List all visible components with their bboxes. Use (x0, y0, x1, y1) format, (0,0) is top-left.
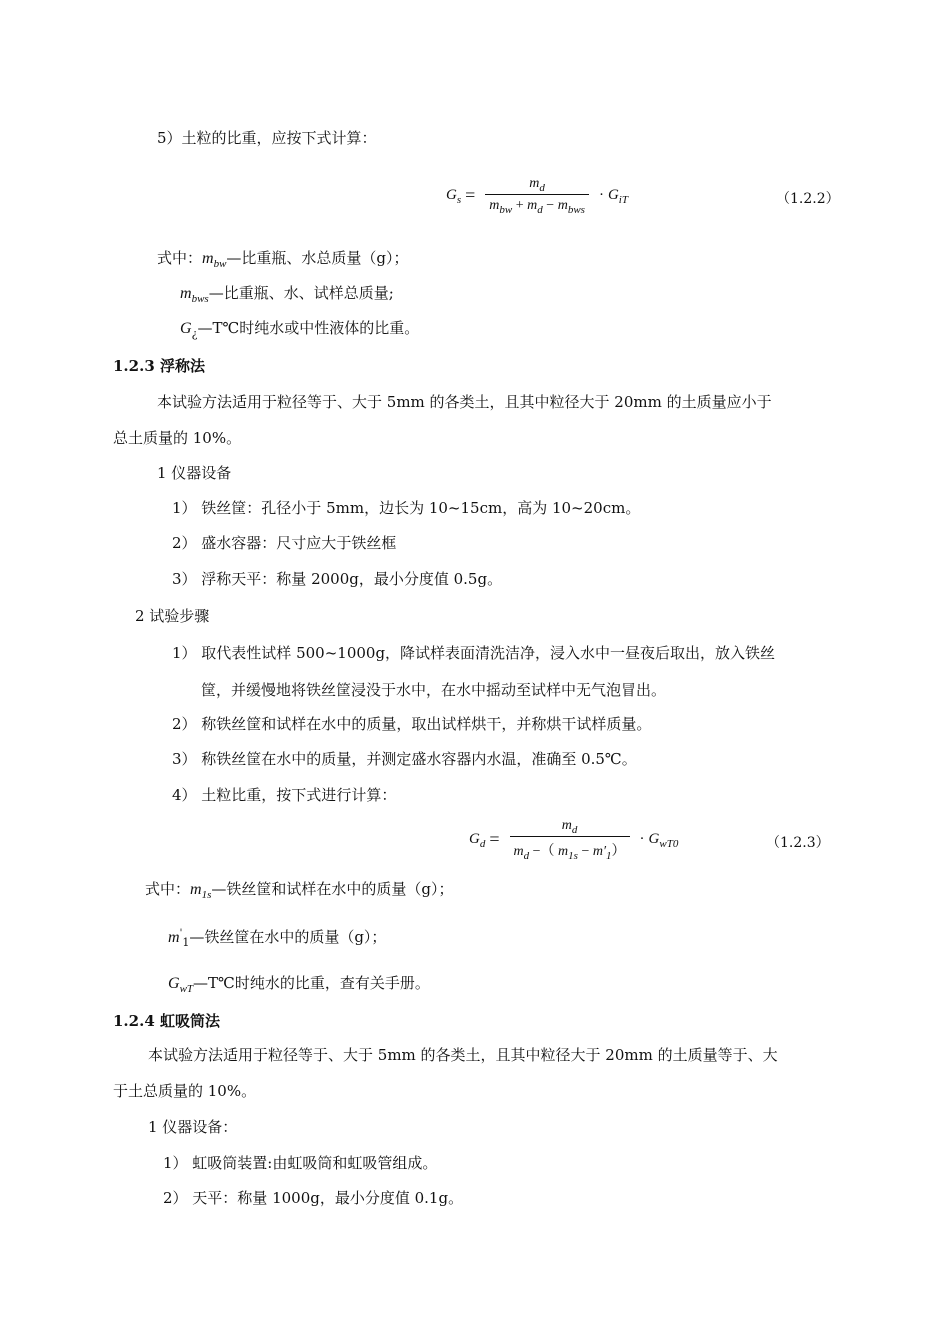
item-5-text: 5）土粒的比重，应按下式计算： (157, 129, 377, 147)
equipment2-item-2: 2） 天平：称量 1000g，最小分度值 0.1g。 (163, 1189, 464, 1207)
subheading-procedure: 2 试验步骤 (135, 607, 210, 625)
paragraph-scope-2-cont: 于土总质量的 10%。 (113, 1082, 257, 1100)
procedure-step-3: 3） 称铁丝筐在水中的质量，并测定盛水容器内水温，准确至 0.5℃。 (172, 750, 637, 768)
procedure-step-1: 1） 取代表性试样 500~1000g，降试样表面清洗洁净，浸入水中一昼夜后取出，放入铁丝 (172, 644, 776, 662)
procedure-step-4: 4） 土粒比重，按下式进行计算： (172, 786, 397, 804)
definition-m-bws: $m_{bws}—$比重瓶、水、试样总质量; (180, 284, 394, 305)
subheading-equipment: 1 仪器设备 (157, 464, 232, 482)
definition-m-prime-1: $m'_1—$铁丝筐在水中的质量（g）； (168, 928, 387, 949)
definition-m-1s: 式中：$m_{1s}—$铁丝筐和试样在水中的质量（g）； (145, 880, 454, 901)
definition-m-bw: 式中：$m_{bw}—$比重瓶、水总质量（g）； (157, 249, 409, 270)
paragraph-scope-cont: 总土质量的 10%。 (113, 429, 242, 447)
subheading-equipment-2: 1 仪器设备： (148, 1118, 238, 1136)
definition-g-wt: $G_{wT}—T℃$时纯水的比重，查有关手册。 (168, 974, 430, 995)
section-heading-1-2-4: 1.2.4 虹吸筒法 (113, 1012, 220, 1030)
equation-number: （1.2.2） (776, 191, 840, 207)
paragraph-scope: 本试验方法适用于粒径等于、大于 5mm 的各类土，且其中粒径大于 20mm 的土质量应小于 (157, 393, 772, 411)
formula-1-2-2: $G_s$ = $\frac{m_d}{m_{bw} + m_d - m_{bws}}$ · $G_{iT}$ (446, 176, 628, 216)
equation-number: （1.2.3） (766, 835, 830, 851)
equipment-item-2: 2） 盛水容器：尺寸应大于铁丝框 (172, 534, 397, 552)
formula-1-2-3: $G_d$ = $\frac{m_d}{m_d -( m_{1s} - m'_1)}$ · $G_{wT0}$ (469, 818, 679, 862)
procedure-step-1-cont: 筐，并缓慢地将铁丝筐浸没于水中，在水中摇动至试样中无气泡冒出。 (201, 681, 667, 699)
definition-g: $G_¿—T℃$时纯水或中性液体的比重。 (180, 319, 420, 340)
fraction: $\frac{m_d}{m_d -( m_{1s} - m'_1)}$ (510, 818, 630, 860)
equipment-item-1: 1） 铁丝筐：孔径小于 5mm，边长为 10~15cm，高为 10~20cm。 (172, 499, 641, 517)
equipment-item-3: 3） 浮称天平：称量 2000g，最小分度值 0.5g。 (172, 570, 503, 588)
procedure-step-2: 2） 称铁丝筐和试样在水中的质量，取出试样烘干，并称烘干试样质量。 (172, 715, 652, 733)
section-heading-1-2-3: 1.2.3 浮称法 (113, 357, 205, 375)
equipment2-item-1: 1） 虹吸筒装置:由虹吸筒和虹吸管组成。 (163, 1154, 438, 1172)
paragraph-scope-2: 本试验方法适用于粒径等于、大于 5mm 的各类土，且其中粒径大于 20mm 的土质量等于、大 (148, 1046, 778, 1064)
fraction: $\frac{m_d}{m_{bw} + m_d - m_{bws}}$ (485, 176, 589, 214)
